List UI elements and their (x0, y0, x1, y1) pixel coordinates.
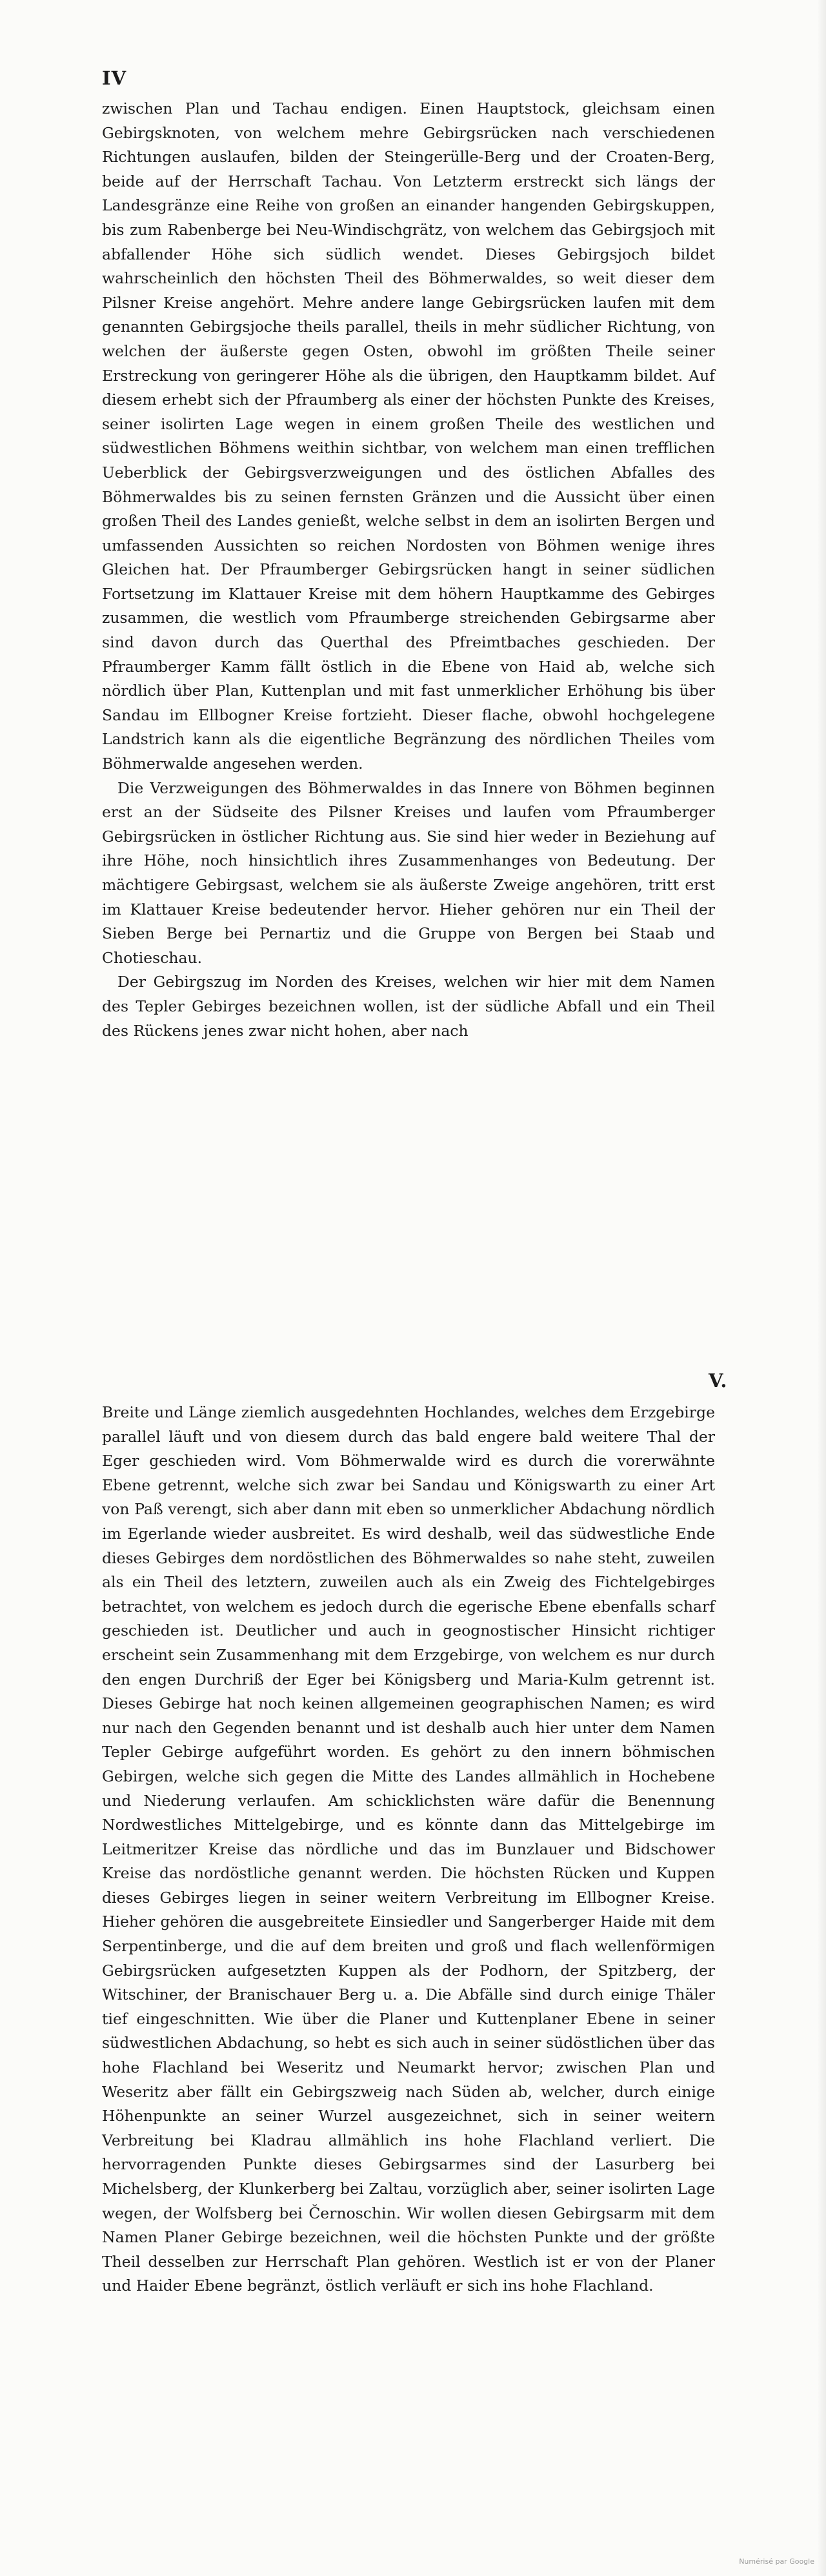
paragraph: Die Verzweigungen des Böhmerwaldes in das Innere von Böhmen beginnen erst an der Südseite des Pilsner Kreises und laufen vom Pfraumberger Gebirgsrücken in östlicher Richtung aus. Sie sind hier weder in Beziehung auf ihre Höhe, noch hinsichtlich ihres Zusammenhanges von Bedeutung. Der mächtigere Gebirgsast, welchem sie als äußerste Zweige angehören, tritt erst im Klattauer Kreise bedeutender hervor. Hieher gehören nur ein Theil der Sieben Berge bei Pernartiz und die Gruppe von Bergen bei Staab und Chotieschau. (102, 778, 715, 967)
paragraph: Breite und Länge ziemlich ausgedehnten Hochlandes, welches dem Erzgebirge parallel läuft und von diesem durch das bald engere bald weitere Thal der Eger geschieden wird. Vom Böhmerwalde wird es durch die vorerwähnte Ebene getrennt, welche sich zwar bei Sandau und Königswarth zu einer Art von Paß verengt, sich aber dann mit eben so unmerklicher Abdachung nördlich im Egerlande wieder ausbreitet. Es wird deshalb, weil das südwestliche Ende dieses Gebirges dem nordöstlichen des Böhmerwaldes so nahe steht, zuweilen als ein Theil des letztern, zuweilen auch als ein Zweig des Fichtelgebirges betrachtet, von welchem es jedoch durch die egerische Ebene ebenfalls scharf geschieden ist. Deutlicher und auch in geognostischer Hinsicht richtiger erscheint sein Zusammenhang mit dem Erzgebirge, von welchem es nur durch den engen Durchriß der Eger bei Königsberg und Maria-Kulm getrennt ist. Dieses Gebirge hat noch keinen allgemeinen geographischen Namen; es wird nur nach den Gegenden benannt und ist deshalb auch hier unter dem Namen Tepler Gebirge aufgeführt worden. Es gehört zu den innern böhmischen Gebirgen, welche sich gegen die Mitte des Landes allmählich in Hochebene und Niederung verlaufen. Am schicklichsten wäre dafür die Benennung Nordwestliches Mittelgebirge, und es könnte dann das Mittelgebirge im Leitmeritzer Kreise das nördliche und das im Bunzlauer und Bidschower Kreise das nordöstliche genannt werden. Die höchsten Rücken und Kuppen dieses Gebirges liegen in seiner weitern Verbreitung im Ellbogner Kreise. Hieher gehören die ausgebreitete Einsiedler und Sangerberger Haide mit dem Serpentinberge, und die auf dem breiten und groß und flach wellenförmigen Gebirgsrücken aufgesetzten Kuppen als der Podhorn, der Spitzberg, der Witschiner, der Branischauer Berg u. a. Die Abfälle sind durch einige Thäler tief eingeschnitten. Wie über die Planer und Kuttenplaner Ebene in seiner südwestlichen Abdachung, so hebt es sich auch in seiner südöstlichen über das hohe Flachland bei Weseritz und Neumarkt hervor; zwischen Plan und Weseritz aber fällt ein Gebirgszweig nach Süden ab, welcher, durch einige Höhenpunkte an seiner Wurzel ausgezeichnet, sich in seiner weitern Verbreitung bei Kladrau allmählich ins hohe Flachland verliert. Die hervorragenden Punkte dieses Gebirgsarmes sind der Lasurberg bei Michelsberg, der Klunkerberg bei Zaltau, vorzüglich aber, seiner isolirten Lage wegen, der Wolfsberg bei Černoschin. Wir wollen diesen Gebirgsarm mit dem Namen Planer Gebirge bezeichnen, weil die höchsten Punkte und der größte Theil desselben zur Herrschaft Plan gehören. Westlich ist er von der Planer und Haider Ebene begränzt, östlich verläuft er sich ins hohe Flachland. (102, 1403, 715, 2295)
page-number: IV (102, 67, 127, 89)
paragraph: Der Gebirgszug im Norden des Kreises, welchen wir hier mit dem Namen des Tepler Gebirges bezeichnen wollen, ist der südliche Abfall und ein Theil des Rückens jenes zwar nicht hohen, aber nach (102, 973, 715, 1040)
paragraph: zwischen Plan und Tachau endigen. Einen Hauptstock, gleichsam einen Gebirgsknoten, von welchem mehre Gebirgsrücken nach verschiedenen Richtungen auslaufen, bilden der Steingerülle-Berg und der Croaten-Berg, beide auf der Herrschaft Tachau. Von Letzterm erstreckt sich längs der Landesgränze eine Reihe von großen an einander hangenden Gebirgskuppen, bis zum Rabenberge bei Neu-Windischgrätz, von welchem das Gebirgsjoch mit abfallender Höhe sich südlich wendet. Dieses Gebirgsjoch bildet wahrscheinlich den höchsten Theil des Böhmerwaldes, so weit dieser dem Pilsner Kreise angehört. Mehre andere lange Gebirgsrücken laufen mit dem genannten Gebirgsjoche theils parallel, theils in mehr südlicher Richtung, von welchen der äußerste gegen Osten, obwohl im größten Theile seiner Erstreckung von geringerer Höhe als die übrigen, den Hauptkamm bildet. Auf diesem erhebt sich der Pfraumberg als einer der höchsten Punkte des Kreises, seiner isolirten Lage wegen in einem großen Theile des westlichen und südwestlichen Böhmens weithin sichtbar, von welchem man einen trefflichen Ueberblick der Gebirgsverzweigungen und des östlichen Abfalles des Böhmerwaldes bis zu seinen fernsten Gränzen und die Aussicht über einen großen Theil des Landes genießt, welche selbst in dem an isolirten Bergen und umfassenden Aussichten so reichen Nordosten von Böhmen wenige ihres Gleichen hat. Der Pfraumberger Gebirgsrücken hangt in seiner südlichen Fortsetzung im Klattauer Kreise mit dem höhern Hauptkamme des Gebirges zusammen, die westlich vom Pfraumberge streichenden Gebirgsarme aber sind davon durch das Querthal des Pfreimtbaches geschieden. Der Pfraumberger Kamm fällt östlich in die Ebene von Haid ab, welche sich nördlich über Plan, Kuttenplan und mit fast unmerklicher Erhöhung bis über Sandau im Ellbogner Kreise fortzieht. Dieser flache, obwohl hochgelegene Landstrich kann als die eigentliche Begränzung des nördlichen Theiles vom Böhmerwalde angesehen werden. (102, 99, 715, 773)
page-body-text (102, 1401, 715, 2298)
book-page-iv (0, 0, 826, 1284)
page-number: V. (709, 1370, 728, 1392)
scan-edge-shadow (817, 0, 826, 1284)
google-watermark: Numérisé par Google (739, 2557, 814, 2566)
page-body-text (102, 97, 715, 1043)
scan-edge-shadow (817, 1284, 826, 2576)
